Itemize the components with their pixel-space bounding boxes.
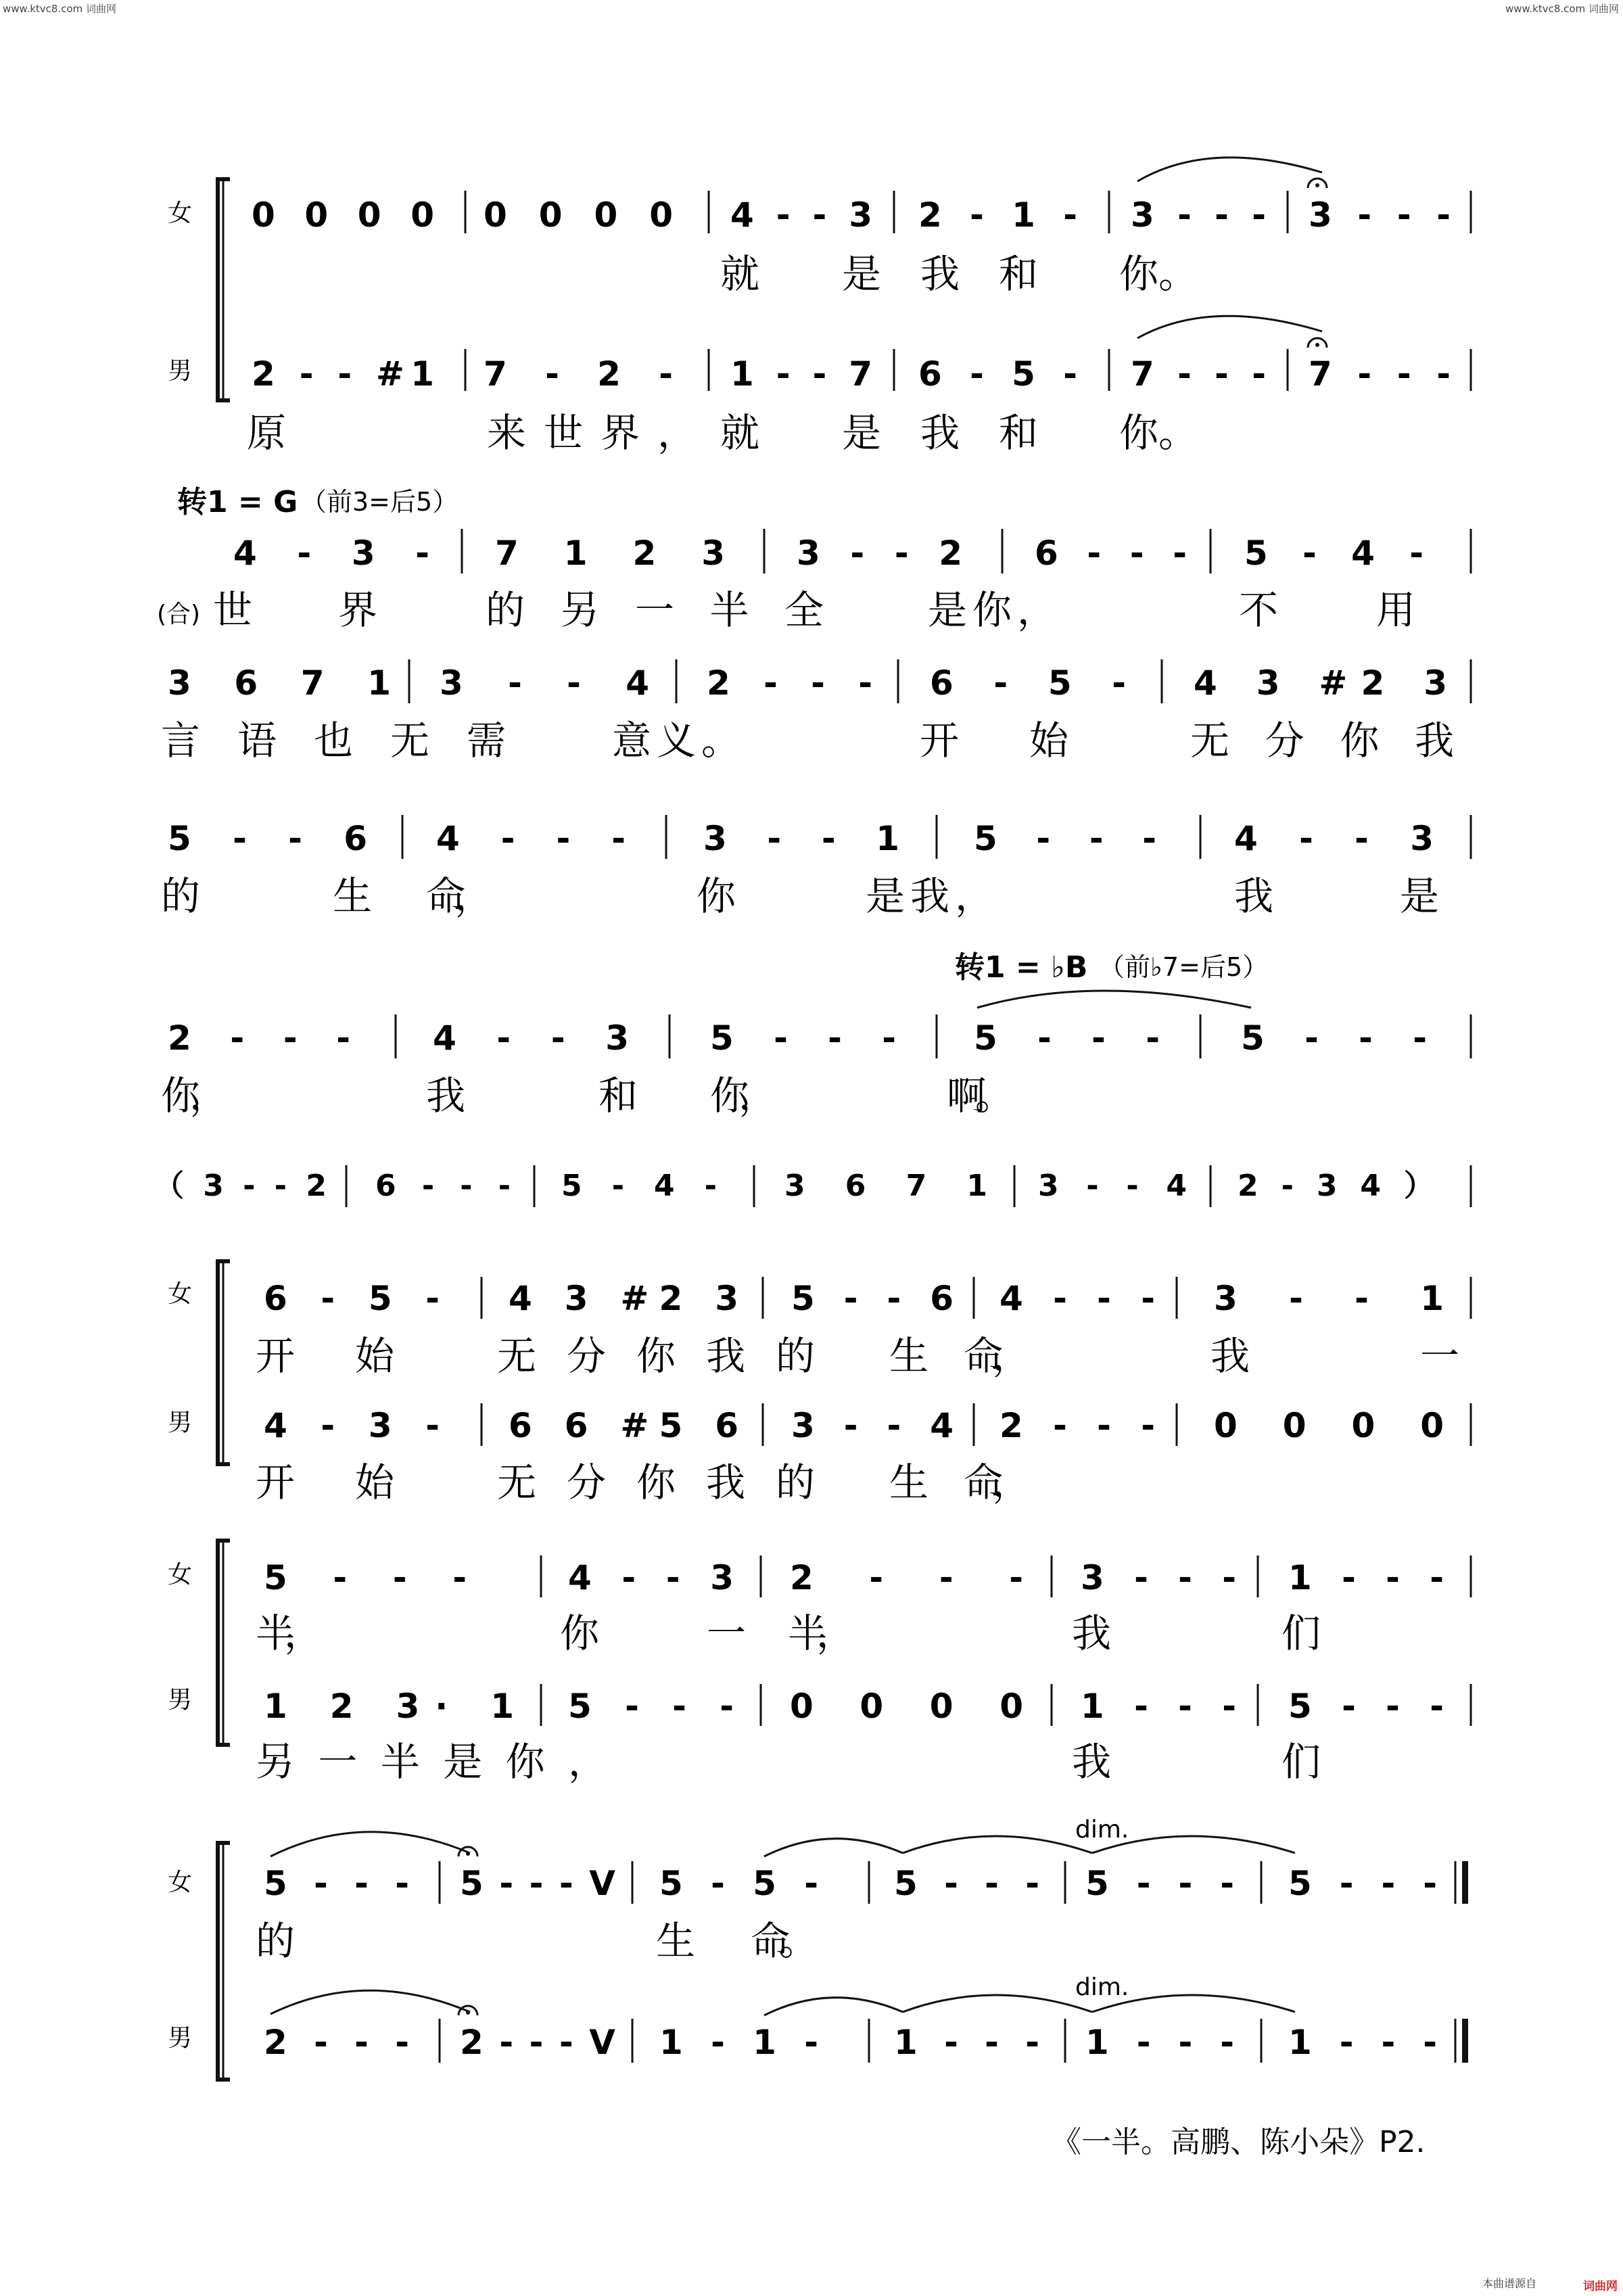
lyric: 啊。 xyxy=(947,1073,1014,1119)
system-8 xyxy=(168,1541,1471,1785)
lyric: 世 xyxy=(213,587,253,633)
chorus-label: (合) xyxy=(157,601,201,628)
measure-notes: 6 - 5 - xyxy=(918,354,1077,394)
lyric: 你。 xyxy=(1119,410,1198,456)
lyric: 半， xyxy=(256,1610,323,1656)
lyric: 另一半是你， xyxy=(256,1739,607,1785)
lyric: 无分你我的 xyxy=(497,1459,815,1505)
measure-notes: 4 - 3 - xyxy=(264,1406,440,1445)
page-reference: 《一半。高鹏、陈小朵》P2. xyxy=(1052,2125,1426,2159)
measure-notes: 4 - - 3 xyxy=(568,1558,734,1597)
lyric: 们 xyxy=(1281,1739,1321,1785)
measure-notes: 2 - - - xyxy=(790,1558,1023,1597)
measure-notes: 5 - - - xyxy=(264,1558,467,1597)
measure-notes: 1 - 1 - xyxy=(659,2023,818,2062)
lyric: 你， xyxy=(161,1073,229,1119)
lyric: 开 xyxy=(256,1333,296,1379)
measure-notes: 0 0 0 0 xyxy=(790,1687,1023,1726)
system-3 xyxy=(161,659,1471,764)
measure-notes: 6 6 #5 6 xyxy=(509,1406,738,1445)
measure-notes: 5 - - 6 xyxy=(168,819,367,858)
measure-notes: 4 3 #2 3 xyxy=(509,1279,738,1318)
measure-notes: 2 - - - xyxy=(168,1018,350,1058)
measure-notes: 1 - - - xyxy=(1085,2023,1234,2062)
measure-notes: 5 - - - xyxy=(1241,1018,1427,1058)
measure-notes: 5 - 5 - xyxy=(659,1864,818,1903)
lyric: 开 xyxy=(256,1459,296,1505)
measure-notes: 1 - - 7 xyxy=(730,354,872,394)
lyric: 命。 xyxy=(751,1918,818,1964)
measure-notes: 5 - - - xyxy=(974,1018,1160,1058)
measure-notes: 0 0 0 0 xyxy=(252,195,434,235)
measure-notes: 4 - - - xyxy=(999,1279,1155,1318)
measure-notes: 5 - - - xyxy=(568,1687,734,1726)
lyric: 我 xyxy=(1234,873,1274,919)
measure-notes: 0 0 0 0 xyxy=(1214,1406,1444,1445)
measure-notes: 5 - - - xyxy=(974,819,1156,858)
measure-notes: 3 - - 4 xyxy=(440,663,649,703)
tie xyxy=(977,991,1251,1008)
ties xyxy=(270,1832,1295,1856)
measure-notes: 3 - - 1 xyxy=(1214,1279,1444,1318)
lyric: 生 xyxy=(889,1459,929,1505)
lyric: 是我和 xyxy=(842,410,1038,456)
measure-notes: 5 - - - xyxy=(1288,1864,1437,1903)
measure-notes: 6 - - - xyxy=(375,1169,511,1203)
measure-notes: 3 - - - xyxy=(1309,195,1451,235)
system-7 xyxy=(168,1261,1471,1505)
lyric: 无分你我的 xyxy=(497,1333,815,1379)
footer-source: 本曲谱源自 xyxy=(1482,2277,1536,2290)
measure-notes: 3 - - 1 xyxy=(703,819,899,858)
lyric: 来世界， xyxy=(487,410,697,456)
system-9 xyxy=(168,1816,1468,2080)
measure-notes: 5 - - - xyxy=(1085,1864,1234,1903)
fermata-symbol xyxy=(458,1847,477,1856)
measure-notes: 3 6 7 1 xyxy=(168,663,391,703)
lyric: 你 xyxy=(697,873,736,919)
lyric: 你 xyxy=(560,1610,600,1656)
ties xyxy=(270,1990,1295,2015)
lyric: 始 xyxy=(355,1333,395,1379)
lyric: 无分你我 xyxy=(1190,718,1454,764)
system-5 xyxy=(161,991,1471,1119)
measure-notes: 3 - - - xyxy=(1081,1558,1236,1597)
system-6 xyxy=(154,1165,1471,1207)
measure-notes: 2 - - - xyxy=(707,663,872,703)
lyric: 你。 xyxy=(1119,251,1198,297)
measure-notes: 5 - 4 - xyxy=(561,1169,717,1203)
dim-marking: dim. xyxy=(1075,1816,1129,1844)
measure-notes: 5 - - 6 xyxy=(791,1279,954,1318)
lyric: 的 xyxy=(256,1918,296,1964)
lyric: 生 xyxy=(333,873,373,919)
lyric: 始 xyxy=(355,1459,395,1505)
tie xyxy=(1137,316,1322,338)
lyric: 你， xyxy=(710,1073,778,1119)
footer-logo[interactable]: 词曲网 xyxy=(1583,2280,1618,2293)
lyric: 是 xyxy=(1400,873,1440,919)
measure-notes: 4 - 3 - xyxy=(233,534,429,573)
lyric: 始 xyxy=(1029,718,1069,764)
measure-notes: 7 - - - xyxy=(1309,354,1451,394)
lyric: 一 xyxy=(707,1610,747,1656)
lyric: 命， xyxy=(964,1459,1031,1505)
system-4 xyxy=(161,815,1471,919)
measure-notes: 6 - - - xyxy=(1035,534,1187,573)
measure-notes: 2 - 1 - xyxy=(918,195,1077,235)
dim-marking: dim. xyxy=(1075,1973,1129,2001)
key-change-note: （前3=后5） xyxy=(301,487,458,517)
lyric: 言语也无需 xyxy=(161,718,506,764)
measure-notes: 3 - - 4 xyxy=(1038,1169,1187,1203)
measure-notes: 5 - - - V xyxy=(460,1864,615,1903)
measure-notes: 3 6 7 1 xyxy=(784,1169,987,1203)
measure-notes: 3 - - 4 xyxy=(791,1406,954,1445)
lyric: 我 xyxy=(1072,1610,1112,1656)
fermata-symbol xyxy=(1308,338,1327,348)
label-male: 男 xyxy=(168,357,193,385)
lyric: 用 xyxy=(1376,587,1416,633)
measure-notes: 7 - - - xyxy=(1131,354,1266,394)
lyric: 的另一半全 xyxy=(486,587,824,633)
lyric: 和 xyxy=(598,1073,638,1119)
key-change-note: （前♭7=后5） xyxy=(1099,952,1269,982)
measure-notes: 7 1 2 3 xyxy=(495,534,725,573)
label-male: 男 xyxy=(168,2024,193,2052)
lyric: 就 xyxy=(720,251,760,297)
lyric: 生 xyxy=(889,1333,929,1379)
measure-notes: 5 - - - xyxy=(894,1864,1039,1903)
measure-notes: 3 - - 2 xyxy=(797,534,962,573)
lyric: 我 xyxy=(1210,1333,1250,1379)
measure-notes: 4 - - 3 xyxy=(730,195,872,235)
lyric: 不 xyxy=(1239,587,1279,633)
measure-notes: 7 - 2 - xyxy=(484,354,673,394)
measure-notes: 2 - - #1 xyxy=(252,354,434,394)
lyric: 命， xyxy=(964,1333,1031,1379)
measure-notes: 4 - - - xyxy=(436,819,626,858)
measure-notes: 4 - - 3 xyxy=(433,1018,629,1058)
measure-notes: 2 - - - xyxy=(264,2023,409,2062)
lyric: 是我， xyxy=(866,873,994,919)
measure-notes: 5 - - - xyxy=(264,1864,409,1903)
lyric: 意义。 xyxy=(612,718,740,764)
lyric: 命， xyxy=(426,873,494,919)
lyric: 开 xyxy=(920,718,960,764)
lyric: 界 xyxy=(338,587,378,633)
label-female: 女 xyxy=(168,1869,193,1896)
key-change: 转1 = G xyxy=(177,485,298,519)
lyric: 是我和 xyxy=(842,251,1038,297)
measure-notes: 1 - - - xyxy=(1081,1687,1236,1726)
measure-notes: 5 - - - xyxy=(710,1018,896,1058)
measure-notes: 1 2 3· 1 xyxy=(264,1687,514,1726)
label-female: 女 xyxy=(168,200,193,227)
measure-notes: 4 - - 3 xyxy=(1234,819,1434,858)
measure-notes: 1 - - - xyxy=(1288,2023,1437,2062)
header-site-left: www.ktvc8.com 词曲网 xyxy=(3,3,117,15)
measure-notes: 6 - 5 - xyxy=(264,1279,440,1318)
measure-notes: 1 - - - xyxy=(1288,1558,1444,1597)
measure-notes: 2 - - - xyxy=(999,1406,1155,1445)
measure-notes: 2 - 3 4 ） xyxy=(1238,1169,1434,1203)
fermata-symbol xyxy=(1308,179,1327,188)
final-barline xyxy=(1455,1861,1468,2063)
measure-notes: 1 - - - xyxy=(894,2023,1039,2062)
measure-notes: 6 - 5 - xyxy=(930,663,1126,703)
lyric: 是你， xyxy=(928,587,1056,633)
label-female: 女 xyxy=(168,1561,193,1589)
lyric: 一 xyxy=(1420,1333,1460,1379)
measure-notes: 0 0 0 0 xyxy=(484,195,673,235)
measure-notes: 2 - - - V xyxy=(460,2023,615,2062)
measure-notes: （ 3 - - 2 xyxy=(154,1169,327,1203)
label-male: 男 xyxy=(168,1409,193,1436)
measure-notes: 5 - - - xyxy=(1288,1687,1444,1726)
tie xyxy=(1137,158,1322,181)
fermata-symbol xyxy=(458,2006,477,2015)
lyric: 生 xyxy=(656,1918,696,1964)
measure-notes: 3 - - - xyxy=(1131,195,1266,235)
lyric: 的 xyxy=(161,873,201,919)
lyric: 就 xyxy=(720,410,760,456)
system-1 xyxy=(168,158,1471,456)
lyric: 我 xyxy=(426,1073,466,1119)
header-site-right: www.ktvc8.com 词曲网 xyxy=(1505,3,1619,15)
system-2 xyxy=(157,529,1471,633)
measure-notes: 5 - 4 - xyxy=(1244,534,1424,573)
label-female: 女 xyxy=(168,1280,193,1308)
measure-notes: 4 3 #2 3 xyxy=(1194,663,1447,703)
key-change: 转1 = ♭B xyxy=(955,950,1088,985)
lyric: 半， xyxy=(788,1610,855,1656)
lyric: 我 xyxy=(1072,1739,1112,1785)
lyric: 原 xyxy=(247,410,287,456)
label-male: 男 xyxy=(168,1686,193,1714)
lyric: 们 xyxy=(1281,1610,1321,1656)
